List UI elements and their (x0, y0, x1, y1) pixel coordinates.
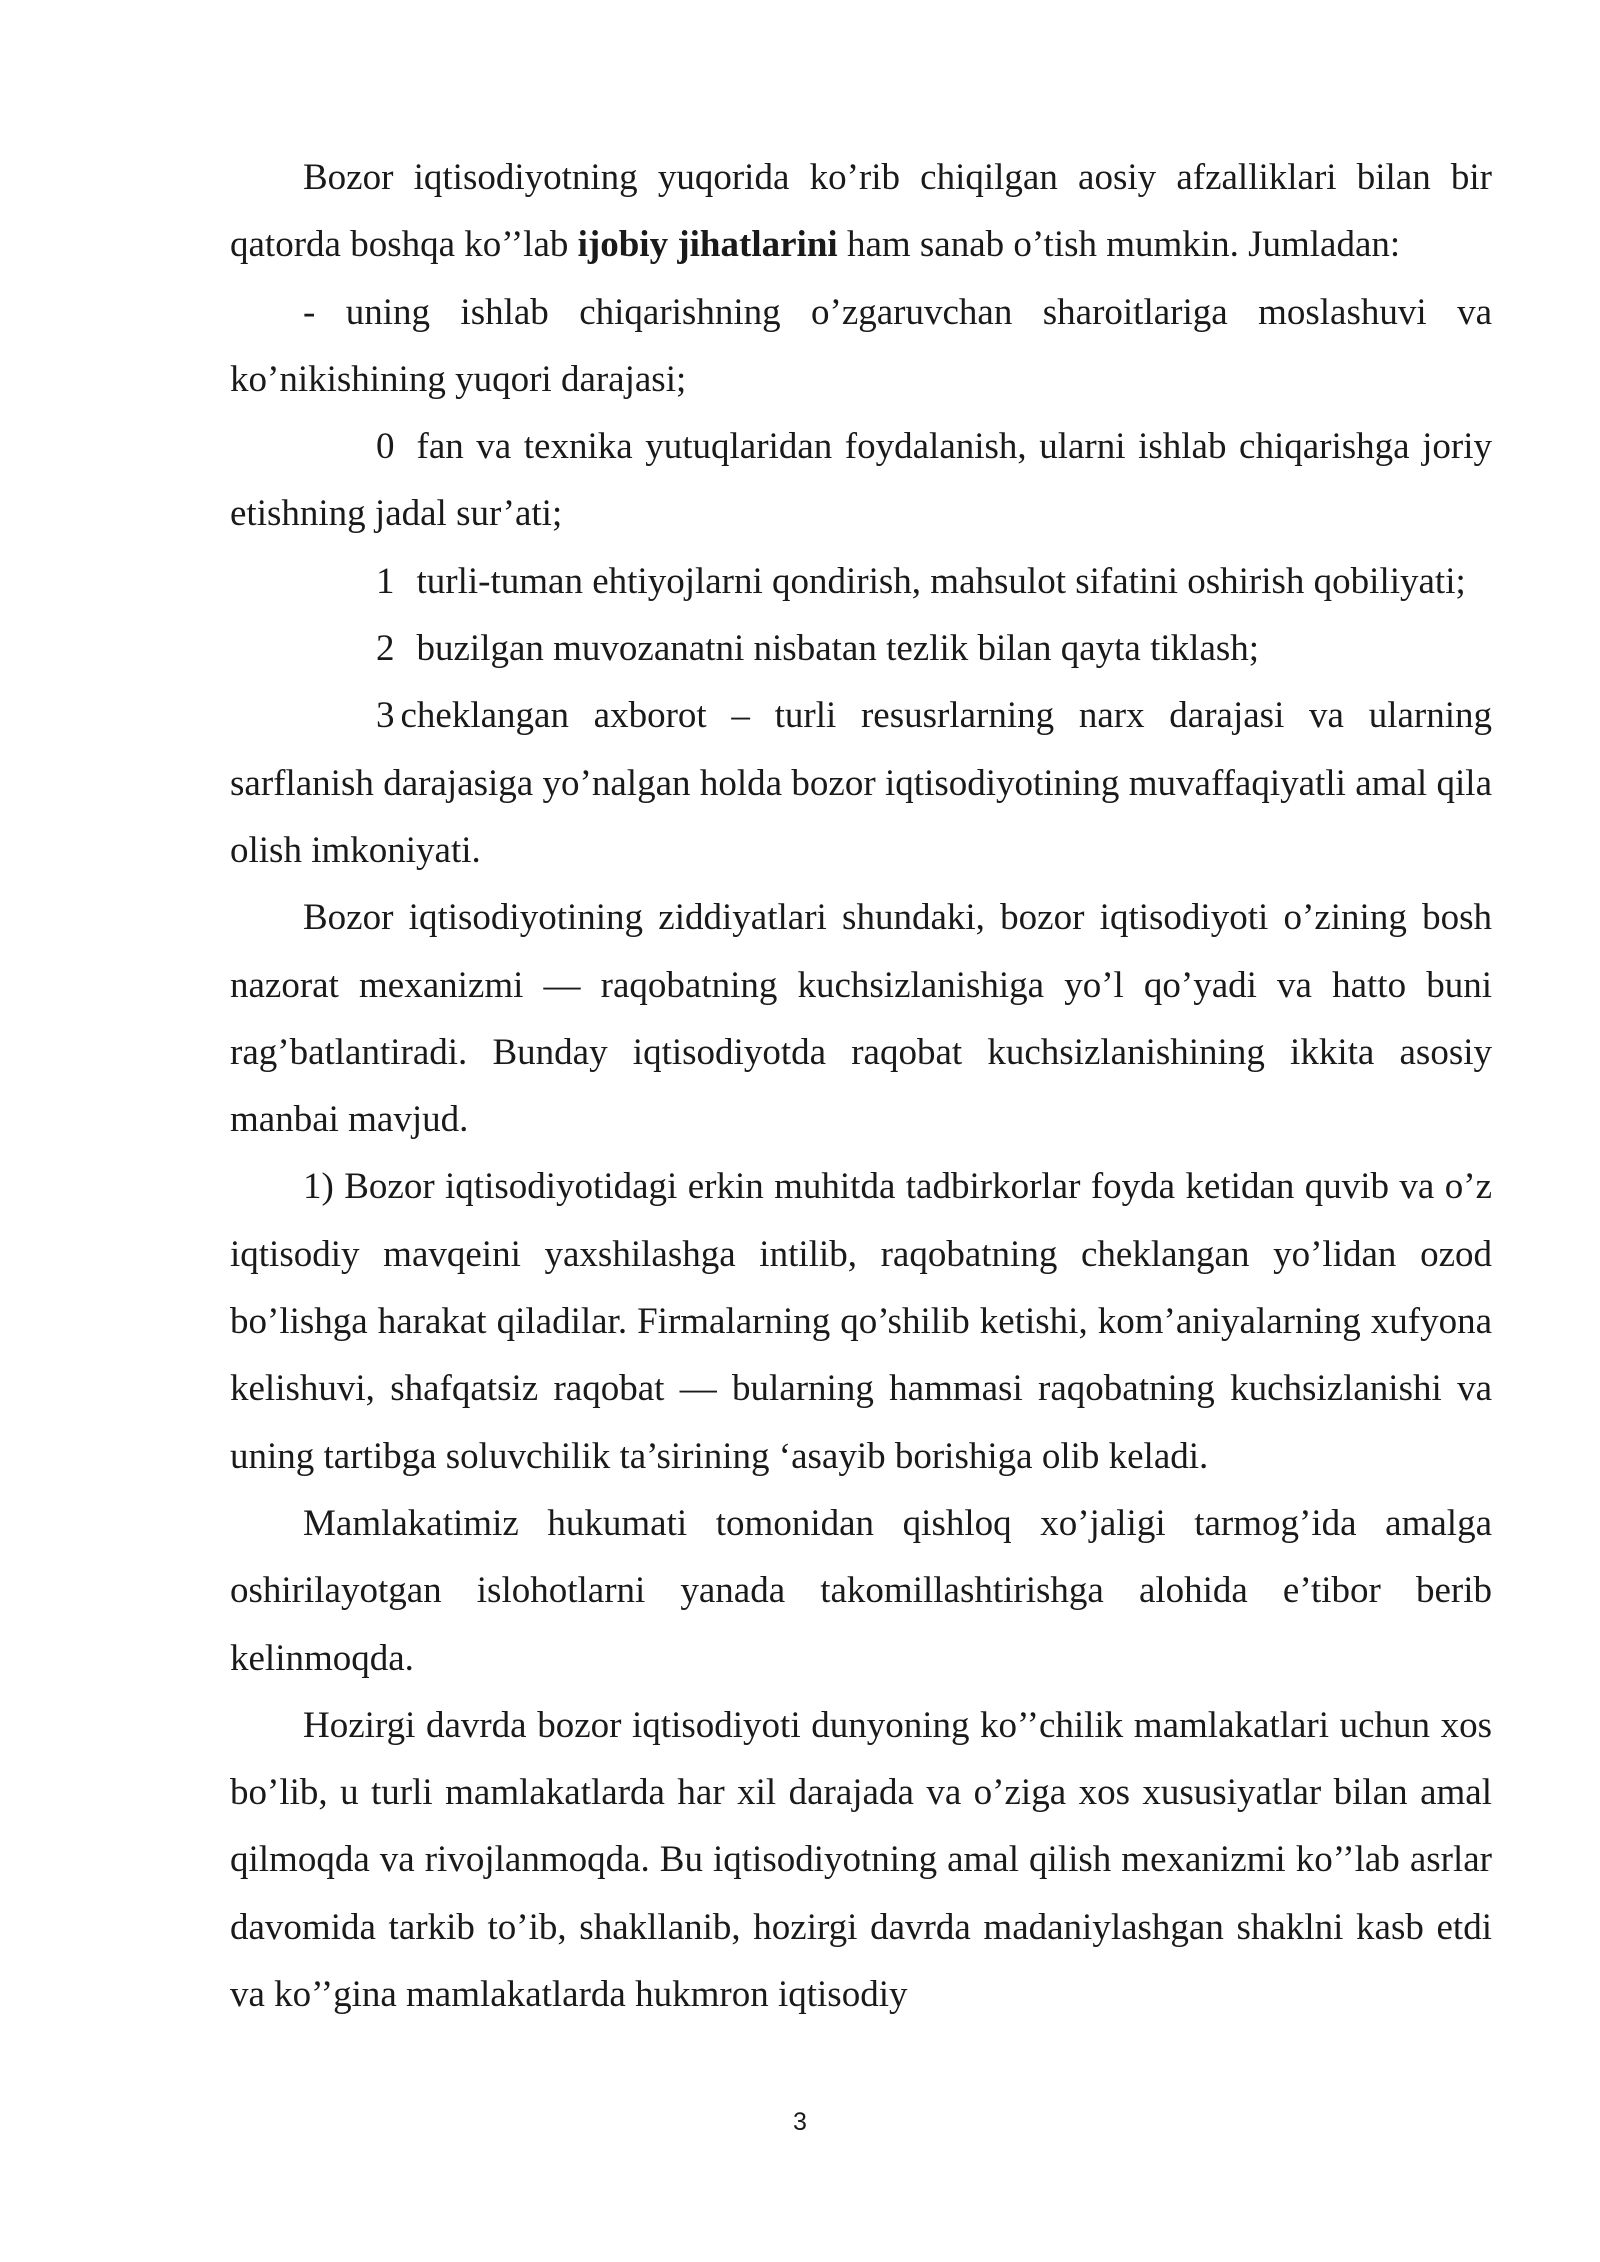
list-item-dash: - uning ishlab chiqarishning o’zgaruvchan sharoitlariga moslashuvi va ko’nikishining yuqori darajasi; (230, 291, 1492, 400)
paragraph-contradictions: Bozor iqtisodiyotining ziddiyatlari shundaki, bozor iqtisodiyoti o’zining bosh nazorat mexanizmi — raqobatning kuchsizlanishiga yo’l qo’yadi va hatto buni rag’batlantiradi. Bunday iqtisodiyotda raqobat kuchsizlanishining ikkita asosiy manbai mavjud. (230, 897, 1492, 1141)
paragraph-1 (230, 144, 1492, 279)
list-number: 3 (376, 695, 395, 737)
list-number: 2 (376, 628, 395, 670)
page-number: 3 (793, 2108, 807, 2136)
list-item-text: turli-tuman ehtiyojlarni qondirish, mahsulot sifatini oshirish qobiliyati; (416, 560, 1466, 602)
list-item-2 (230, 615, 1492, 682)
list-number: 0 (376, 426, 395, 468)
list-item-3 (230, 682, 1492, 884)
list-item-0 (230, 413, 1492, 548)
paragraph-current-period: Hozirgi davrda bozor iqtisodiyoti dunyoning ko’’chilik mamlakatlari uchun xos bo’lib, u turli mamlakatlarda har xil darajada va o’ziga xos xususiyatlar bilan amal qilmoqda va rivojlanmoqda. Bu iqtisodiyotning amal qilish mexanizmi ko’’lab asrlar davomida tarkib to’ib, shakllanib, hozirgi davrda madaniylashgan shaklni kasb etdi va ko’’gina mamlakatlarda hukmron iqtisodiy (230, 1704, 1492, 2016)
list-item-text: buzilgan muvozanatni nisbatan tezlik bilan qayta tiklash; (416, 628, 1260, 670)
paragraph-1-bold: ijobiy jihatlarini (577, 224, 838, 266)
paragraph-1-text-a: Bozor iqtisodiyotning yuqorida ko’rib chiqilgan aosiy afzalliklari bilan bir qatorda boshqa ko’’lab (230, 157, 1492, 266)
paragraph-1-text-b: ham sanab o’tish mumkin. Jumladan: (837, 224, 1401, 266)
paragraph-government: Mamlakatimiz hukumati tomonidan qishloq xo’jaligi tarmog’ida amalga oshirilayotgan islohotlarni yanada takomillashtirishga alohida e’tibor berib kelinmoqda. (230, 1502, 1492, 1679)
list-number: 1 (376, 560, 395, 602)
list-item-text: cheklangan axborot – turli resusrlarning narx darajasi va ularning sarflanish darajasiga yo’nalgan holda bozor iqtisodiyotining muvaffaqiyatli amal qila olish imkoniyati. (230, 695, 1492, 871)
list-item-1 (230, 548, 1492, 615)
paragraph-source-1: 1) Bozor iqtisodiyotidagi erkin muhitda tadbirkorlar foyda ketidan quvib va o’z iqtisodiy mavqeini yaxshilashga intilib, raqobatning cheklangan yo’lidan ozod bo’lishga harakat qiladilar. Firmalarning qo’shilib ketishi, kom’aniyalarning xufyona kelishuvi, shafqatsiz raqobat — bularning hammasi raqobatning kuchsizlanishi va uning tartibga soluvchilik ta’sirining ‘asayib borishiga olib keladi. (230, 1166, 1492, 1477)
list-item-text: fan va texnika yutuqlaridan foydalanish, ularni ishlab chiqarishga joriy etishning jadal sur’ati; (230, 426, 1492, 535)
document-page (230, 144, 1492, 2028)
